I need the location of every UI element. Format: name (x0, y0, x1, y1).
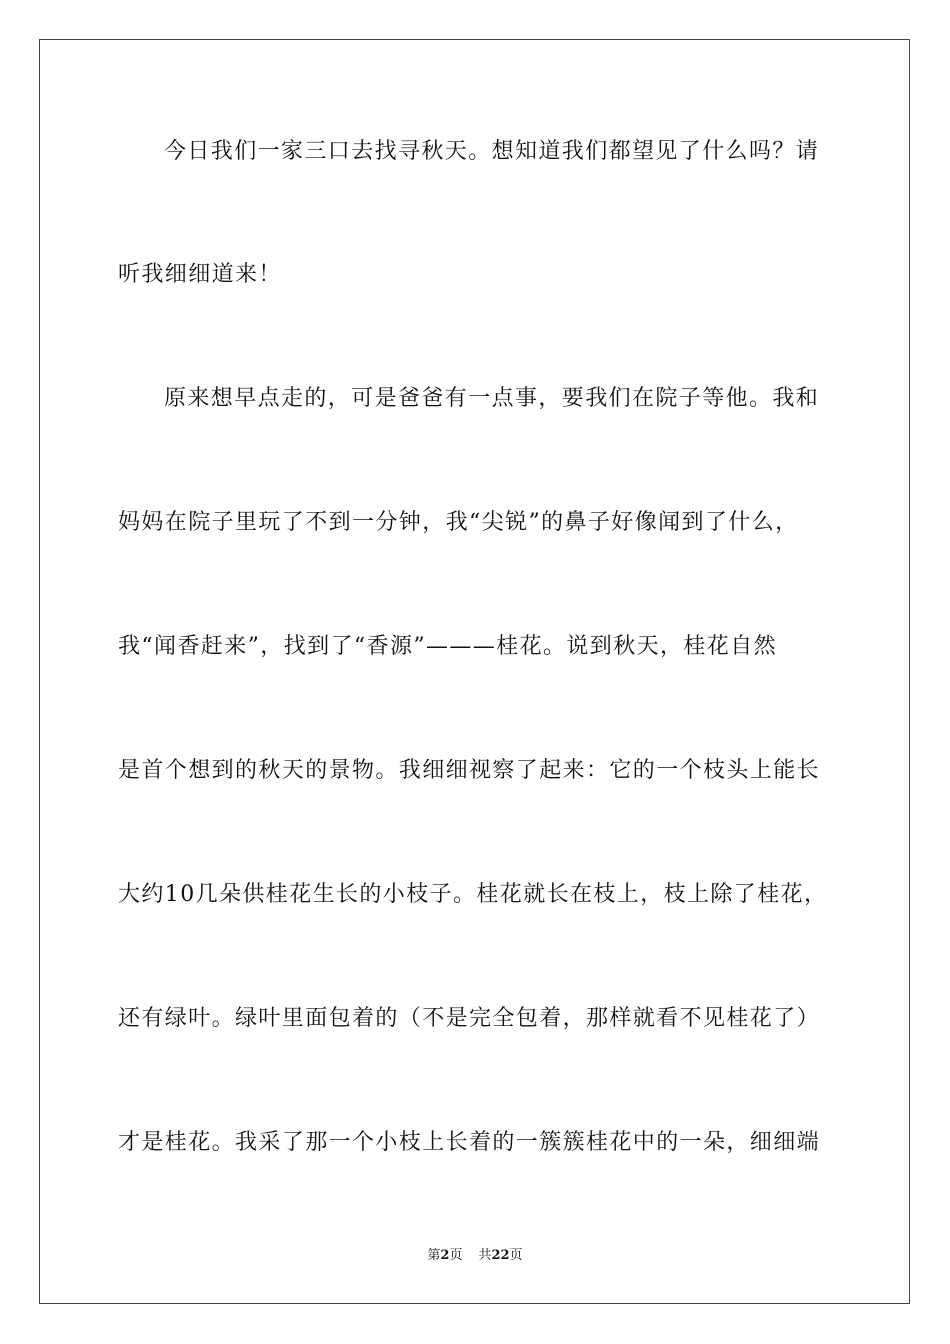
paragraph-1-line-2: 听我细细道来！ (118, 262, 282, 287)
page-number: 2 (440, 1248, 450, 1263)
paragraph-1-line-1: 今日我们一家三口去找寻秋天。想知道我们都望见了什么吗？请 (164, 139, 820, 164)
total-prefix: 共 (478, 1248, 492, 1263)
paragraph-2-line-5: 大约10几朵供桂花生长的小枝子。桂花就长在枝上，枝上除了桂花， (118, 882, 828, 907)
paragraph-2-line-2: 妈妈在院子里玩了不到一分钟，我“尖锐”的鼻子好像闻到了什么， (118, 510, 799, 535)
paragraph-2-line-3: 我“闻香赶来”，找到了“香源”———桂花。说到秋天，桂花自然 (118, 634, 777, 659)
total-suffix: 页 (509, 1248, 523, 1263)
paragraph-2-line-7: 才是桂花。我采了那一个小枝上长着的一簇簇桂花中的一朵，细细端 (118, 1130, 821, 1155)
page-suffix: 页 (449, 1248, 463, 1263)
page-prefix: 第 (427, 1248, 441, 1263)
paragraph-2-line-6: 还有绿叶。绿叶里面包着的（不是完全包着，那样就看不见桂花了） (118, 1006, 821, 1031)
total-pages: 22 (491, 1248, 510, 1263)
page-border (39, 39, 910, 1304)
paragraph-2-line-4: 是首个想到的秋天的景物。我细细视察了起来：它的一个枝头上能长 (118, 758, 821, 783)
paragraph-2-line-1: 原来想早点走的，可是爸爸有一点事，要我们在院子等他。我和 (164, 386, 820, 411)
page-footer (0, 1247, 950, 1265)
